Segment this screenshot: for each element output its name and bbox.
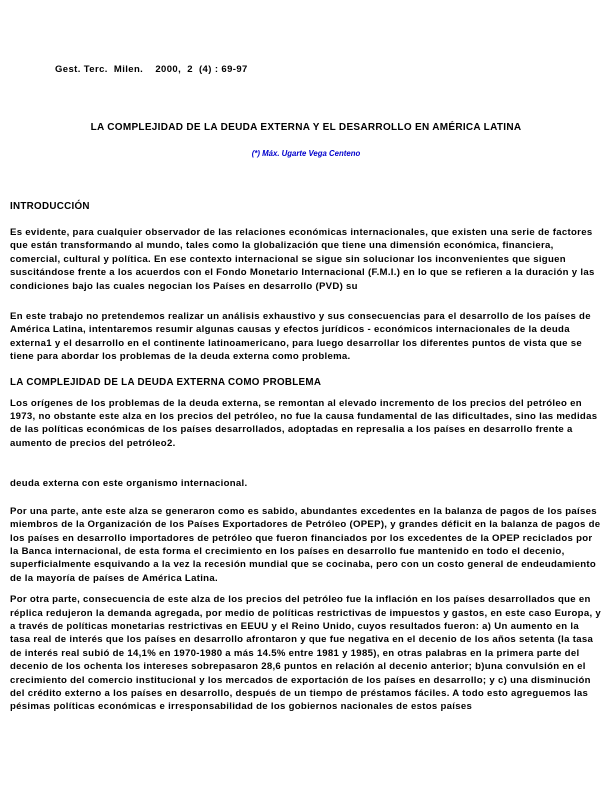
paragraph-complejidad-2: Por una parte, ante este alza se generaron como es sabido, abundantes excedentes en la balanza de pagos de los países miembros de la Organización de los Países Exportadores de Petróleo (OPEP), y grandes déficit en la balanza de pagos de los países en desarrollo importadores de petróleo que fueron financiados por los excedentes de la OPEP reciclados por la Banca internacional, de esta forma el crecimiento en los países en desarrollo fue mantenido en todo el decenio, superficialmente esquivando a la vez la recesión mundial que se cocinaba, pero con un costo general de endeudamiento de la mayoría de países de América Latina. bbox=[10, 505, 601, 584]
paragraph-complejidad-1: Los orígenes de los problemas de la deuda externa, se remontan al elevado incremento de los precios del petróleo en 1973, no obstante este alza en los precios del petróleo, no fue la causa fundamental de las dificultades, sino las medidas de las políticas económicas de los países desarrollados, adoptadas en represalia a los países en desarrollo frente a aumento de precios del petróleo2. bbox=[10, 397, 598, 449]
article-body bbox=[10, 200, 602, 714]
section-heading-introduccion: INTRODUCCIÓN bbox=[10, 201, 90, 212]
author-line: (*) Máx. Ugarte Vega Centeno bbox=[251, 149, 361, 158]
paragraph-intro-1: Es evidente, para cualquier observador de las relaciones económicas internacionales, que existen una serie de factores que están transformando al mundo, tales como la globalización que tiene una dimensión económica, financiera, comercial, cultural y política. En ese contexto internacional se sigue sin solucionar los inconvenientes que siguen suscitándose frente a los acuerdos con el Fondo Monetario Internacional (F.M.I.) en lo que se refieren a la duración y las condiciones bajo las cuales negocian los Países en desarrollo (PVD) su bbox=[10, 227, 595, 292]
paragraph-intro-2: En este trabajo no pretendemos realizar un análisis exhaustivo y sus consecuencias para el desarrollo de los países de América Latina, intentaremos resumir algunas causas y efectos jurídicos - económicos internacionales de la deuda externa1 y el desarrollo en el continente latinoamericano, para luego desarrollar los diferentes puntos de vista que se tiene para abordar los problemas de la deuda externa como problema. bbox=[10, 311, 591, 363]
paragraph-orphan-line: deuda externa con este organismo internacional. bbox=[10, 478, 248, 490]
section-heading-complejidad: LA COMPLEJIDAD DE LA DEUDA EXTERNA COMO PROBLEMA bbox=[10, 376, 322, 388]
paragraph-complejidad-3: Por otra parte, consecuencia de este alza de los precios del petróleo fue la inflación en los países desarrollados que en réplica redujeron la demanda agregada, por medio de políticas restrictivas de impuestos y gastos, en este caso Europa, y a través de políticas monetarias restrictivas en EEUU y el Reino Unido, cuyos resultados fueron: a) Un aumento en la tasa real de interés que los países en desarrollo afrontaron y que fue negativa en el decenio de los años setenta (la tasa de interés real subió de 14,1% en 1970-1980 a más 14.5% entre 1981 y 1985), en otras palabras en la primera parte del decenio de los ochenta los intereses sobrepasaron 28,6 puntos en relación al decenio anterior; b)una convulsión en el crecimiento del comercio institucional y los mercados de exportación de los países en desarrollo; y c) una disminución del crédito externo a los países en desarrollo, después de un tiempo de préstamos fáciles. A todo esto agreguemos las pésimas políticas económicas e irresponsabilidad de los gobiernos nacionales de estos países bbox=[10, 594, 602, 713]
journal-citation-header: Gest. Terc. Milen. 2000, 2 (4) : 69-97 bbox=[55, 64, 248, 75]
article-title: LA COMPLEJIDAD DE LA DEUDA EXTERNA Y EL DESARROLLO EN AMÉRICA LATINA bbox=[90, 122, 522, 133]
